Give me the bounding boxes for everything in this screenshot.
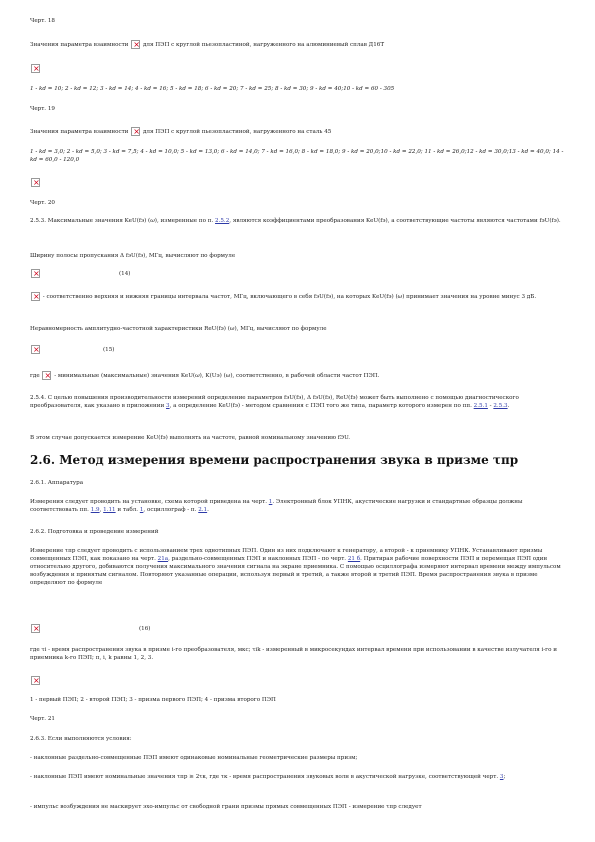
paragraph-2-5-3	[30, 217, 568, 225]
broken-image-icon	[31, 345, 40, 354]
text: Измерения следует проводить на установке, схема которой приведена на черт.	[30, 499, 267, 505]
text: ω	[397, 294, 403, 300]
text: Значения параметра взаимности	[30, 129, 129, 135]
paragraph-reciprocity-steel45	[30, 127, 568, 136]
text: ), измеренные по п.	[154, 218, 214, 224]
text: Неравномерность амплитудно-частотной характеристики ReU(fэ) (	[30, 326, 230, 332]
text: Значения параметра взаимности	[30, 42, 129, 48]
equation-number: (15)	[103, 347, 115, 353]
link-appendix-3[interactable]: 3	[166, 403, 170, 409]
broken-image-icon	[31, 624, 40, 633]
text: ω	[225, 373, 231, 379]
section-heading-2-6: 2.6. Метод измерения времени распространения звука в призме τпр	[30, 453, 519, 467]
figure-caption-21: Черт. 21	[30, 716, 55, 722]
link-2-5-1[interactable]: 2.5.1	[473, 403, 488, 409]
broken-image-icon	[42, 371, 51, 380]
text: - соответственно верхняя и нижняя границы интервала частот, МГц, включающего в себя fэU(fэ), на которых KeU(fэ) (	[42, 294, 398, 300]
link-1-9[interactable]: 1.9	[90, 507, 100, 513]
paragraph-tau-definition: где τi - время распространения звука в призме i-го преобразователя, мкс; τik - измеренный в микросекундах интервал времени при использовании в качестве излучателя i-го и приемника k-го ПЭП; п, i, k равны 1, 2, 3.	[30, 647, 557, 661]
legend-list-18: 1 - kd = 10; 2 - kd = 12; 3 - kd = 14; 4 - kd = 16; 5 - kd = 18; 6 - kd = 20; 7 - kd = 25; 8 - kd = 30; 9 - kd = 40;10 - kd = 60 - 305	[30, 86, 395, 92]
link-chert-1[interactable]: 1	[268, 499, 273, 505]
text: .	[507, 403, 510, 409]
figure-caption-19: Черт. 19	[30, 106, 55, 112]
equation-16	[30, 624, 568, 633]
broken-image-icon	[131, 127, 140, 136]
broken-image-icon	[31, 178, 40, 187]
paragraph-case: В этом случае допускается измерение KeU(fэ) выполнять на частоте, равной номинальному значению fЭU.	[30, 435, 351, 441]
figure-caption-18: Черт. 18	[30, 18, 55, 24]
text: для ПЭП с круглой пьезопластиной, нагруженного на сталь 45	[142, 129, 332, 135]
subsection-2-6-2: 2.6.2. Подготовка и проведение измерений	[30, 529, 159, 535]
link-chert-21a[interactable]: 21a	[157, 556, 169, 562]
paragraph-bandwidth: Ширину полосы пропускания Δ fэU(fэ), МГц, вычисляют по формуле	[30, 253, 236, 259]
condition-item-1: - наклонные раздельно-совмещенные ПЭП имеют одинаковые номинальные геометрические размеры призм;	[30, 755, 358, 761]
link-1-11[interactable]: 1.11	[103, 507, 116, 513]
text: ω	[195, 373, 200, 379]
broken-image-icon	[31, 64, 40, 73]
text: , раздельно-совмещенных ПЭП и наклонных ПЭП - по черт.	[168, 556, 347, 562]
text: ω	[150, 218, 155, 224]
link-2-5-3[interactable]: 2.5.3	[493, 403, 508, 409]
link-chert-3[interactable]: 3	[499, 774, 504, 780]
text: , являются коэффициентами преобразования KeU(fэ), а соответствующие частоты являются частотами fэU(fэ).	[229, 218, 561, 224]
equation-number: (14)	[119, 271, 131, 277]
legend-list-21: 1 - первый ПЭП; 2 - второй ПЭП; 3 - призма первого ПЭП; 4 - призма второго ПЭП	[30, 697, 276, 703]
link-chert-21b[interactable]: 21 б	[347, 556, 361, 562]
link-table-1[interactable]: 1	[139, 507, 144, 513]
text: для ПЭП с круглой пьезопластиной, нагруженного на алюминиевый сплав Д16Т	[142, 42, 385, 48]
text: , а определение KeU(fэ) - методом сравнения с ПЭП того же типа, параметр которого измерен по пп.	[169, 403, 472, 409]
figure-caption-20: Черт. 20	[30, 200, 55, 206]
text: где	[30, 373, 40, 379]
text: , осциллограф - п.	[143, 507, 197, 513]
text: 2.5.4. С целью повышения производительности измерений определение параметров fэU(fэ), Δ fэU(fэ), ReU(fэ) может быть выполнено с помощью диагностического преобразователя, как указано в приложении	[30, 395, 519, 409]
link-2-5-2[interactable]: 2.5.2	[215, 218, 230, 224]
text: ω	[229, 326, 235, 332]
equation-number: (16)	[139, 626, 151, 632]
broken-image-icon	[31, 676, 40, 685]
text: ) принимает значения на уровне минус 3 дБ.	[402, 294, 537, 300]
broken-image-icon	[31, 269, 40, 278]
paragraph-bounds	[30, 292, 568, 301]
condition-item-2	[30, 773, 568, 781]
text: -	[489, 403, 492, 409]
figure-image-19	[30, 178, 568, 187]
text: - наклонные ПЭП имеют номинальные значения τпр ≥ 2τк, где τк - время распространения звуковых волн в акустической нагрузке, соответствующей черт.	[30, 774, 499, 780]
equation-14	[30, 269, 568, 278]
broken-image-icon	[31, 292, 40, 301]
equation-15	[30, 345, 568, 354]
broken-image-icon	[131, 40, 140, 49]
text: - минимальные (максимальные) значения KeU(	[54, 373, 196, 379]
text: . Электронный блок УПНК, акустические нагрузки и стандартные образцы должны соответствовать пп.	[30, 499, 523, 513]
figure-image-21	[30, 676, 568, 685]
text: ;	[503, 774, 506, 780]
paragraph-where-minmax	[30, 371, 568, 380]
paragraph-nonuniformity	[30, 325, 568, 333]
link-2-1[interactable]: 2.1	[198, 507, 208, 513]
paragraph-2-6-1	[30, 498, 568, 514]
condition-item-3: - импульс возбуждения не маскирует эхо-импульс от свободной грани призмы прямых совмещенных ПЭП - измерение τпр следует	[30, 804, 422, 810]
text: ), K(Uэ) (	[199, 373, 226, 379]
text: ), МГц, вычисляют по формуле	[234, 326, 327, 332]
paragraph-reciprocity-d16t	[30, 40, 568, 49]
text: ,	[99, 507, 102, 513]
subsection-2-6-1: 2.6.1. Аппаратура	[30, 480, 84, 486]
paragraph-2-6-2	[30, 547, 568, 587]
figure-image-18	[30, 64, 568, 73]
text: 2.5.3. Максимальные значения KeU(fэ) (	[30, 218, 151, 224]
text: Измерение τпр следует проводить с использованием трех однотипных ПЭП. Один из них подключают к генератору, а второй - к приемнику УПНК. Устанавливают призмы совмещенных ПЭП, как показано на черт.	[30, 548, 543, 562]
text: .	[207, 507, 209, 513]
text: . Притирая рабочие поверхности ПЭП и перемещая ПЭП один относительно другого, добиваются получения максимального значения сигнала на экране приемника. С помощью осциллографа измеряют интервал времени между импульсом возбуждения и принятым сигналом. Повторяют указанные операции, используя первый и третий, а также второй и третий ПЭП. Время распространения звука в призме определяют по формуле	[30, 556, 561, 586]
text: и табл.	[117, 507, 139, 513]
paragraph-2-5-4	[30, 394, 568, 410]
subsection-2-6-3: 2.6.3. Если выполняются условия:	[30, 736, 132, 742]
legend-list-19: 1 - kd = 3,0; 2 - kd = 5,0; 3 - kd = 7,5; 4 - kd = 10,0; 5 - kd = 13,0; 6 - kd = 14,0; 7 - kd = 16,0; 8 - kd = 18,0; 9 - kd = 20,0;10 - kd = 22,0; 11 - kd = 26,0;12 - kd = 30,0;13 - kd = 40,0; 14 - kd = 60,0 - 120,0	[30, 149, 564, 163]
text: ), соответственно, в рабочей области частот ПЭП.	[230, 373, 380, 379]
